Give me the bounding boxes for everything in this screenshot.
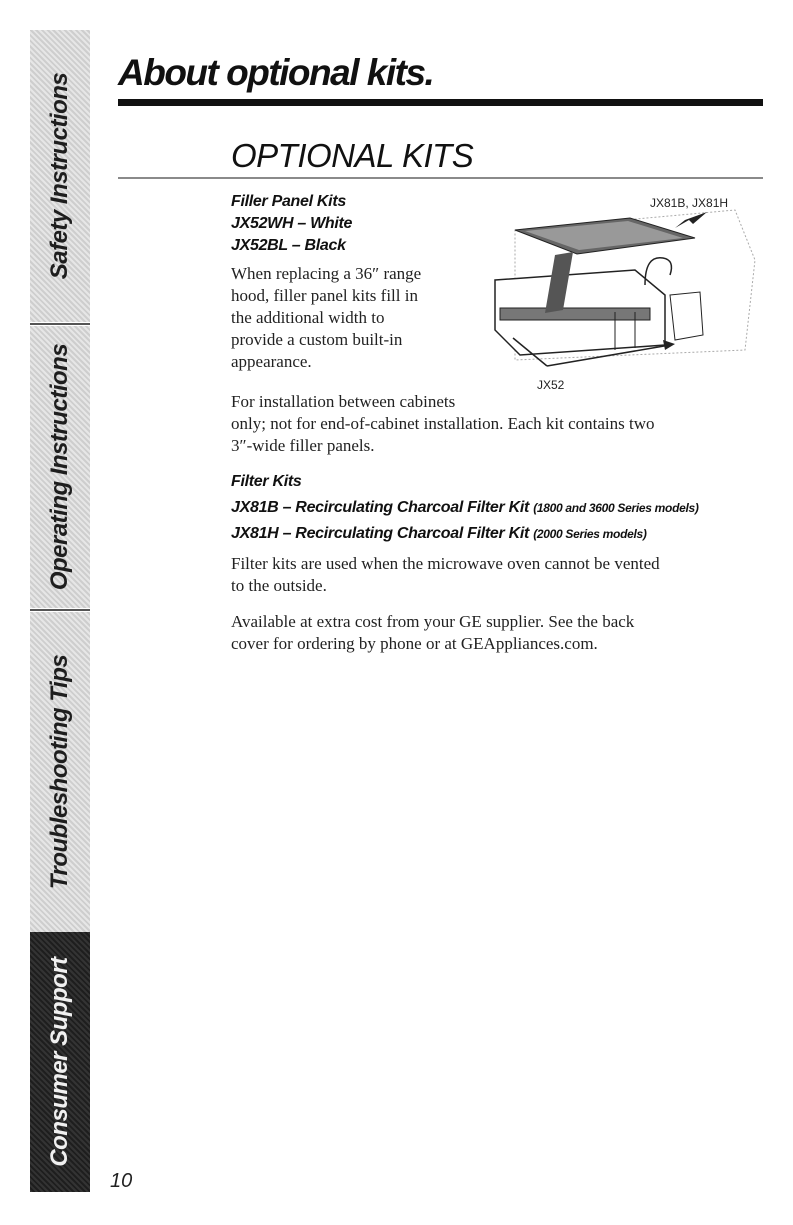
- page-title: About optional kits.: [118, 52, 434, 93]
- filter-heading: Filter Kits: [231, 473, 302, 490]
- text-line: the additional width to: [231, 308, 385, 327]
- filler-panel-illustration: [475, 200, 765, 370]
- filter-item-note: (2000 Series models): [533, 527, 647, 541]
- illustration-label-filler: JX52: [537, 378, 565, 392]
- filler-item-white: JX52WH – White: [231, 215, 353, 232]
- text-line: appearance.: [231, 352, 312, 371]
- text-line: When replacing a 36″ range: [231, 264, 422, 283]
- tab-safety-instructions[interactable]: [30, 30, 90, 322]
- filler-installation-note: [231, 391, 761, 457]
- tab-label: Troubleshooting Tips: [46, 654, 73, 890]
- text-line: provide a custom built-in: [231, 330, 403, 349]
- filter-item-note: (1800 and 3600 Series models): [533, 501, 699, 515]
- filter-item-jx81h: [231, 525, 647, 543]
- tab-divider: [30, 323, 90, 325]
- text-line: to the outside.: [231, 576, 327, 595]
- section-title: OPTIONAL KITS: [231, 137, 474, 174]
- availability-note: [231, 611, 761, 655]
- filler-heading: Filler Panel Kits: [231, 193, 346, 210]
- tab-consumer-support[interactable]: [30, 932, 90, 1192]
- text-line: cover for ordering by phone or at GEAppliances.com.: [231, 634, 598, 653]
- section-rule: [118, 177, 763, 179]
- sidebar-nav: [30, 30, 90, 1192]
- page-number: 10: [110, 1170, 133, 1192]
- text-line: only; not for end-of-cabinet installation. Each kit contains two: [231, 414, 655, 433]
- text-line: Available at extra cost from your GE supplier. See the back: [231, 612, 635, 631]
- tab-label: Operating Instructions: [46, 343, 73, 591]
- filler-description: [231, 263, 481, 373]
- filter-item-jx81b: [231, 499, 699, 517]
- tab-label: Safety Instructions: [46, 72, 73, 280]
- tab-troubleshooting-tips[interactable]: [30, 612, 90, 932]
- text-line: Filter kits are used when the microwave oven cannot be vented: [231, 554, 660, 573]
- text-line: hood, filler panel kits fill in: [231, 286, 418, 305]
- text-line: For installation between cabinets: [231, 392, 456, 411]
- filter-item-name: JX81B – Recirculating Charcoal Filter Kit: [231, 499, 530, 516]
- filler-item-black: JX52BL – Black: [231, 237, 346, 254]
- text-line: 3″-wide filler panels.: [231, 436, 375, 455]
- tab-operating-instructions[interactable]: [30, 326, 90, 608]
- illustration-label-filter: JX81B, JX81H: [650, 196, 729, 210]
- tab-label: Consumer Support: [46, 957, 73, 1167]
- filter-description: [231, 553, 761, 597]
- title-rule: [118, 99, 763, 106]
- filter-item-name: JX81H – Recirculating Charcoal Filter Kit: [231, 525, 530, 542]
- tab-divider: [30, 609, 90, 611]
